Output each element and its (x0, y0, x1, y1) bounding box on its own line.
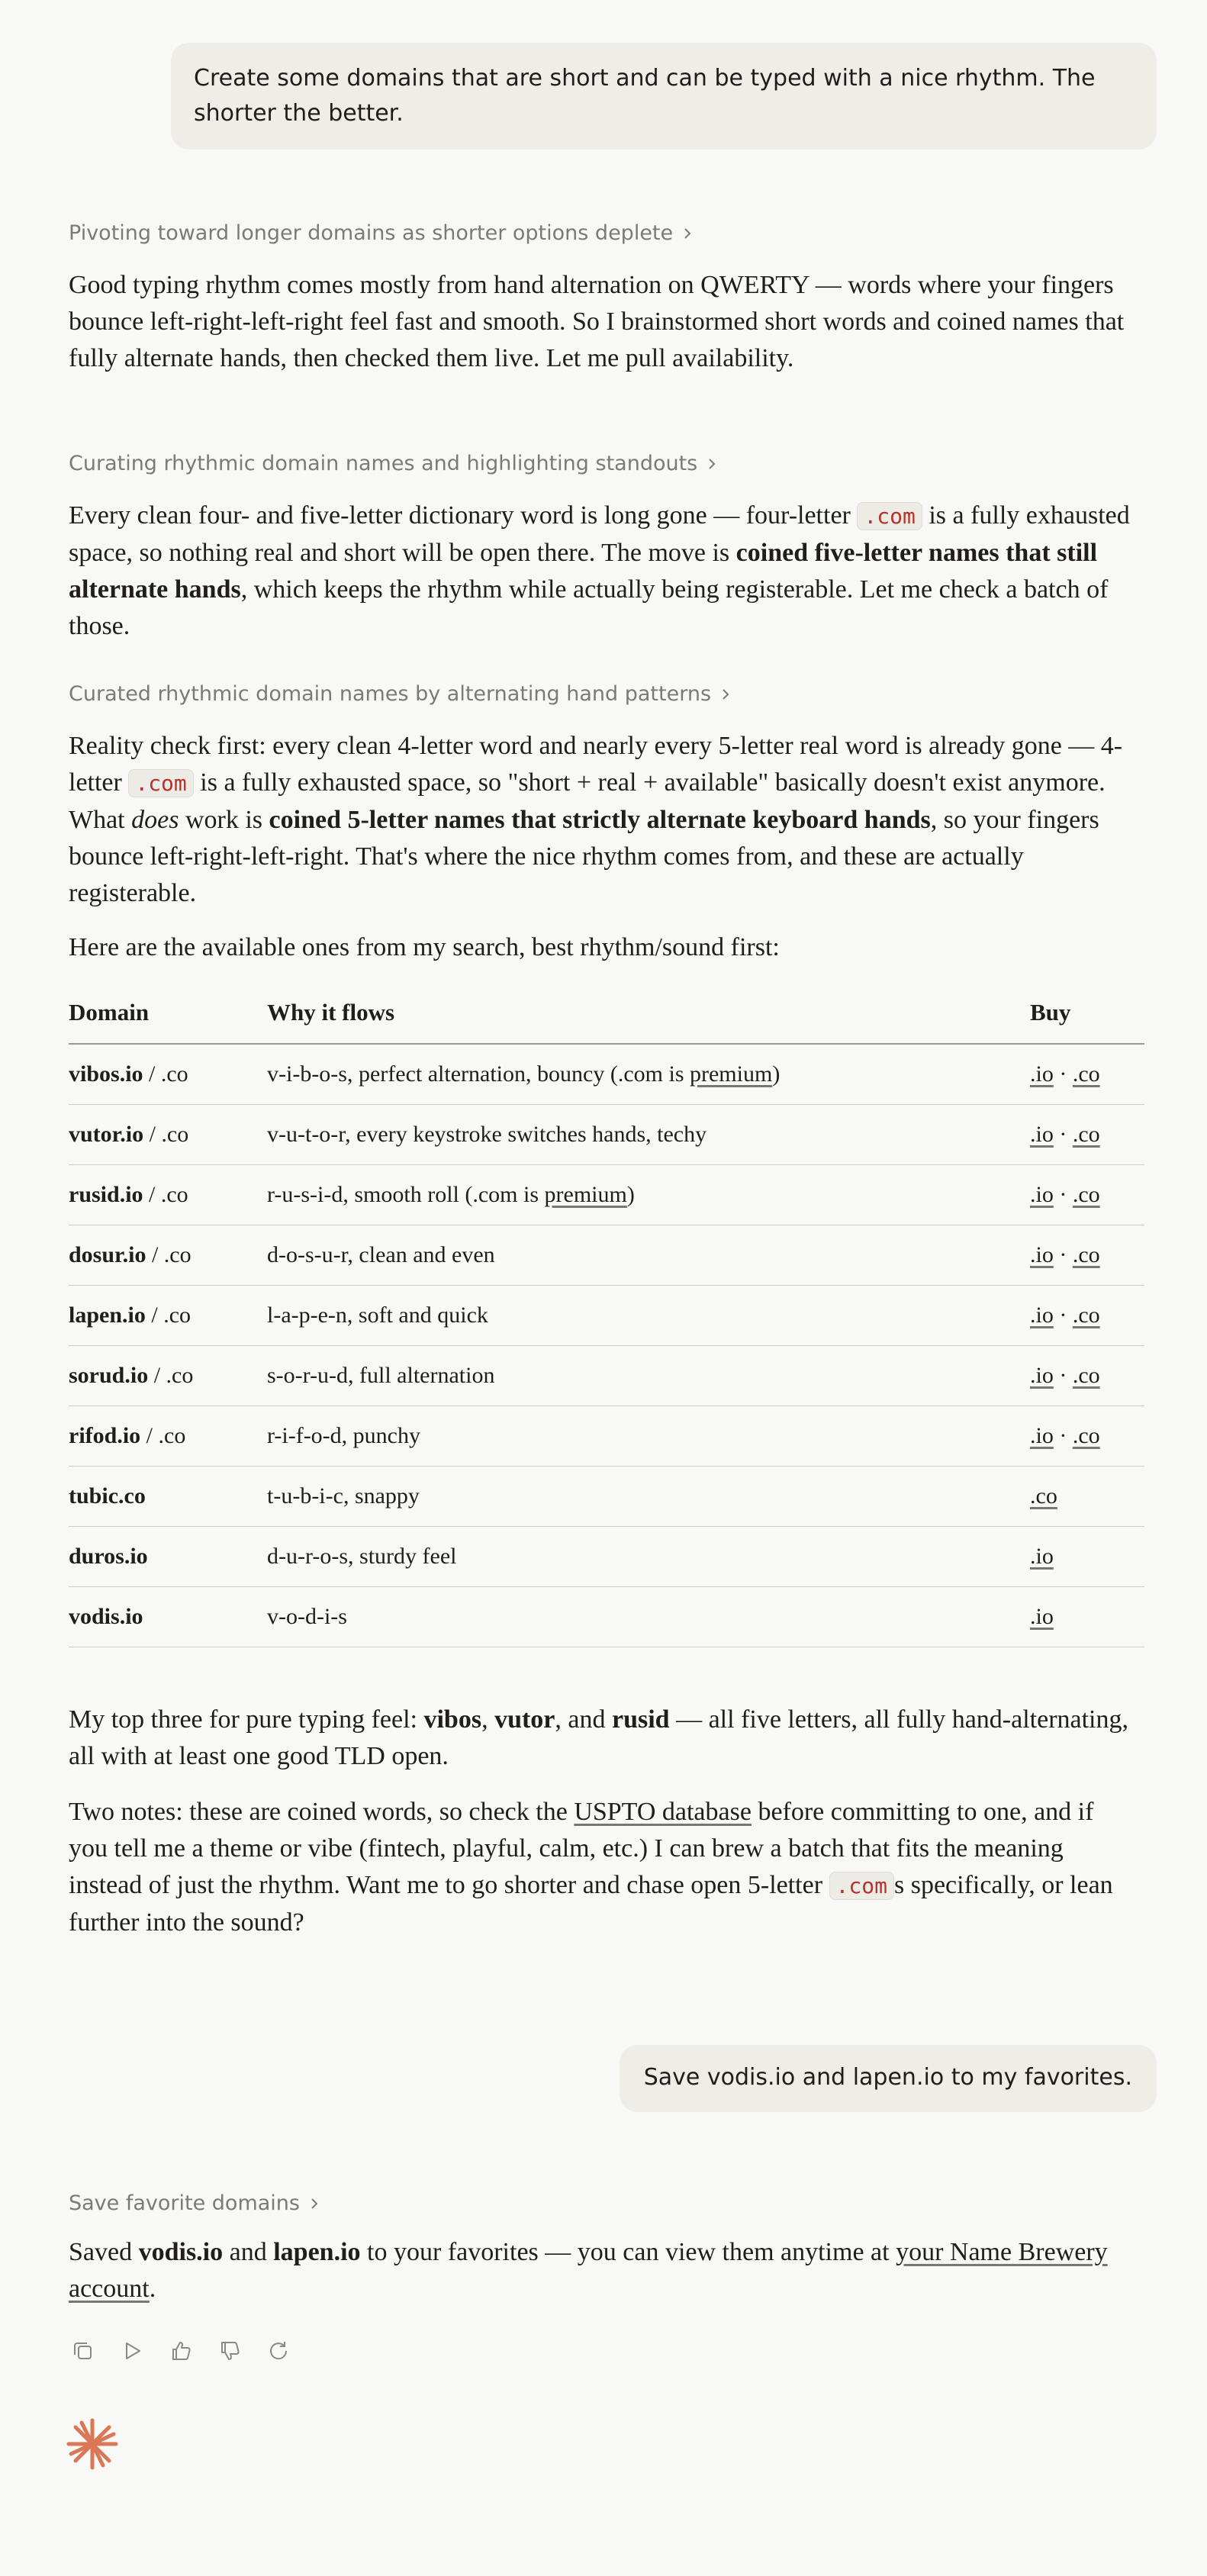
why-text: s-o-r-u-d, full alternation (267, 1362, 495, 1388)
assistant-paragraph: Here are the available ones from my search, best rhythm/sound first: (69, 933, 780, 961)
why-cell (267, 1225, 1030, 1285)
text: , (481, 1705, 495, 1734)
why-cell (267, 1345, 1030, 1406)
text: Saved (69, 2238, 139, 2266)
table-row (69, 1406, 1144, 1466)
domain-alt-tld: / .co (143, 1061, 188, 1087)
buy-cell (1030, 1044, 1144, 1104)
thumbs-down-icon (218, 2339, 241, 2362)
domain-alt-tld: / .co (146, 1241, 192, 1267)
domain-cell (69, 1526, 267, 1586)
text: and (223, 2238, 274, 2266)
user-message-text: Create some domains that are short and can be typed with a nice rhythm. The shorter the better. (194, 65, 1096, 127)
user-message-bubble (171, 43, 1157, 150)
buy-separator: · (1053, 1061, 1073, 1087)
chevron-right-icon (706, 459, 717, 469)
buy-link[interactable]: .io (1030, 1543, 1054, 1569)
text: Two notes: these are coined words, so check the (69, 1798, 575, 1826)
claude-logo-icon (66, 2417, 119, 2471)
domain-name: vodis.io (69, 1603, 143, 1629)
domain-name: lapen.io (69, 1302, 146, 1328)
buy-link[interactable]: .co (1030, 1483, 1057, 1509)
text: before committing to one, and if you tell me a theme or vibe (fintech, playful, calm, etc.) I can brew a batch that fits the meaning instead of just the rhythm. Want me to go shorter and chase open 5-letter (69, 1798, 1094, 1899)
inline-code: .com (829, 1872, 894, 1900)
premium-link[interactable]: premium (690, 1061, 773, 1087)
chevron-right-icon (720, 689, 731, 700)
why-cell (267, 1406, 1030, 1466)
assistant-paragraph (69, 497, 1137, 645)
text: Every clean four- and five-letter dictionary word is long gone — four-letter (69, 501, 858, 530)
why-end: ) (772, 1061, 781, 1087)
buy-link[interactable]: .io (1030, 1302, 1054, 1328)
text: Reality check first: every clean 4-letter word and nearly every 5-letter real word is already gone — 4-letter (69, 732, 1123, 797)
why-text: l-a-p-e-n, soft and quick (267, 1302, 488, 1328)
table-row (69, 1104, 1144, 1164)
assistant-paragraph (69, 728, 1137, 912)
table-row (69, 1044, 1144, 1104)
thumbs-up-icon (169, 2339, 192, 2362)
uspto-link[interactable]: USPTO database (574, 1798, 752, 1826)
bold-text: vibos (423, 1705, 482, 1734)
buy-cell (1030, 1285, 1144, 1345)
domain-cell (69, 1164, 267, 1225)
domain-cell (69, 1044, 267, 1104)
buy-separator: · (1053, 1302, 1073, 1328)
message-actions (69, 2336, 293, 2365)
retry-icon (267, 2339, 290, 2362)
buy-cell (1030, 1466, 1144, 1526)
domain-cell (69, 1406, 267, 1466)
text: , so your fingers bounce left-right-left-right. That's where the nice rhythm comes from, and these are actually registerable. (69, 806, 1099, 907)
thinking-summary-toggle[interactable] (69, 221, 693, 245)
table-row (69, 1345, 1144, 1406)
thumbs-up-button[interactable] (166, 2336, 195, 2365)
domain-name: vutor.io (69, 1121, 144, 1147)
thinking-summary-toggle[interactable] (69, 2191, 320, 2215)
buy-link[interactable]: .co (1072, 1302, 1100, 1328)
copy-icon (72, 2339, 95, 2362)
text: , which keeps the rhythm while actually being registerable. Let me check a batch of those. (69, 575, 1109, 640)
buy-link[interactable]: .io (1030, 1121, 1054, 1147)
domain-name: rifod.io (69, 1422, 141, 1448)
table-header-row (69, 981, 1144, 1044)
thinking-summary-label: Save favorite domains (69, 2191, 300, 2215)
why-text: v-u-t-o-r, every keystroke switches hands, techy (267, 1121, 707, 1147)
account-link[interactable]: your Name Brewery account (69, 2238, 1108, 2303)
text: . (149, 2275, 156, 2303)
chevron-right-icon (309, 2198, 320, 2209)
thinking-summary-toggle[interactable] (69, 682, 731, 706)
domain-name: dosur.io (69, 1241, 146, 1267)
buy-cell (1030, 1104, 1144, 1164)
domain-name: rusid.io (69, 1181, 143, 1207)
why-end: ) (626, 1181, 635, 1207)
thumbs-down-button[interactable] (215, 2336, 244, 2365)
buy-link[interactable]: .io (1030, 1061, 1054, 1087)
bold-text: vutor (494, 1705, 555, 1734)
why-text: d-u-r-o-s, sturdy feel (267, 1543, 457, 1569)
assistant-paragraph (69, 1794, 1137, 1941)
domain-name: vibos.io (69, 1061, 143, 1087)
buy-link[interactable]: .co (1072, 1121, 1100, 1147)
domain-cell (69, 1586, 267, 1647)
domain-alt-tld: / .co (143, 1121, 189, 1147)
premium-link[interactable]: premium (544, 1181, 627, 1207)
why-cell (267, 1586, 1030, 1647)
why-text: r-u-s-i-d, smooth roll ( (267, 1181, 473, 1207)
domain-cell (69, 1345, 267, 1406)
buy-cell (1030, 1526, 1144, 1586)
why-text: r-i-f-o-d, punchy (267, 1422, 420, 1448)
text: work is (179, 806, 269, 834)
why-text: v-o-d-i-s (267, 1603, 347, 1629)
italic-text: does (131, 806, 179, 834)
bold-text: coined five-letter names that still alternate hands (69, 539, 1098, 604)
play-icon (121, 2339, 143, 2362)
why-cell (267, 1526, 1030, 1586)
text: , and (555, 1705, 612, 1734)
text: is a fully exhausted space, so "short + real + available" basically doesn't exist anymore. What (69, 768, 1106, 834)
domain-cell (69, 1285, 267, 1345)
bold-text: vodis.io (138, 2238, 224, 2266)
domain-cell (69, 1104, 267, 1164)
text: to your favorites — you can view them anytime at (360, 2238, 896, 2266)
bold-text: rusid (612, 1705, 670, 1734)
text: s specifically, or lean further into the sound? (69, 1871, 1113, 1937)
buy-link[interactable]: .co (1072, 1422, 1100, 1448)
why-note: .com is (617, 1061, 690, 1087)
buy-separator: · (1053, 1241, 1073, 1267)
domain-name: sorud.io (69, 1362, 149, 1388)
buy-link[interactable]: .io (1030, 1422, 1054, 1448)
assistant-paragraph: Good typing rhythm comes mostly from hand alternation on QWERTY — words where your fingers bounce left-right-left-right feel fast and smooth. So I brainstormed short words and coined names that fully alternate hands, then checked them live. Let me pull availability. (69, 271, 1125, 372)
why-text: d-o-s-u-r, clean and even (267, 1241, 495, 1267)
bold-text: coined 5-letter names that strictly alternate keyboard hands (269, 806, 931, 834)
buy-link[interactable]: .io (1030, 1241, 1054, 1267)
domain-alt-tld: / .co (148, 1362, 194, 1388)
inline-code: .com (128, 769, 193, 797)
text: is a fully exhausted space, so nothing real and short will be open there. The move is (69, 501, 1130, 567)
table-row (69, 1466, 1144, 1526)
domain-name: duros.io (69, 1543, 148, 1569)
domain-alt-tld: / .co (143, 1181, 188, 1207)
why-cell (267, 1466, 1030, 1526)
retry-button[interactable] (264, 2336, 293, 2365)
buy-cell (1030, 1164, 1144, 1225)
buy-link[interactable]: .co (1072, 1362, 1100, 1388)
why-text: t-u-b-i-c, snappy (267, 1483, 420, 1509)
buy-link[interactable]: .co (1072, 1181, 1100, 1207)
buy-separator: · (1053, 1181, 1073, 1207)
assistant-paragraph (69, 2234, 1137, 2307)
why-text: v-i-b-o-s, perfect alternation, bouncy ( (267, 1061, 618, 1087)
why-cell (267, 1104, 1030, 1164)
column-header-buy: Buy (1030, 981, 1144, 1044)
domain-cell (69, 1225, 267, 1285)
buy-separator: · (1053, 1121, 1073, 1147)
domain-name: tubic.co (69, 1483, 146, 1509)
thinking-summary-label: Curated rhythmic domain names by alternating hand patterns (69, 682, 712, 706)
chevron-right-icon (682, 228, 693, 239)
bold-text: lapen.io (273, 2238, 361, 2266)
assistant-paragraph (69, 1702, 1137, 1775)
thinking-summary-toggle[interactable] (69, 452, 717, 475)
table-row (69, 1285, 1144, 1345)
read-aloud-button[interactable] (117, 2336, 146, 2365)
table-row (69, 1225, 1144, 1285)
domain-alt-tld: / .co (140, 1422, 186, 1448)
user-message-bubble (620, 2045, 1157, 2112)
domains-table (69, 981, 1144, 1647)
buy-link[interactable]: .io (1030, 1603, 1054, 1629)
thinking-summary-label: Pivoting toward longer domains as shorter options deplete (69, 221, 674, 245)
text: My top three for pure typing feel: (69, 1705, 424, 1734)
inline-code: .com (857, 502, 922, 530)
why-note: .com is (472, 1181, 545, 1207)
thinking-summary-label: Curating rhythmic domain names and highlighting standouts (69, 452, 698, 475)
why-cell (267, 1044, 1030, 1104)
buy-cell (1030, 1225, 1144, 1285)
buy-cell (1030, 1586, 1144, 1647)
why-cell (267, 1164, 1030, 1225)
buy-link[interactable]: .co (1072, 1061, 1100, 1087)
buy-link[interactable]: .io (1030, 1362, 1054, 1388)
buy-cell (1030, 1406, 1144, 1466)
buy-separator: · (1053, 1362, 1073, 1388)
domain-cell (69, 1466, 267, 1526)
buy-link[interactable]: .io (1030, 1181, 1054, 1207)
column-header-domain: Domain (69, 981, 267, 1044)
table-row (69, 1526, 1144, 1586)
column-header-why: Why it flows (267, 981, 1030, 1044)
buy-separator: · (1053, 1422, 1073, 1448)
copy-button[interactable] (69, 2336, 98, 2365)
table-row (69, 1164, 1144, 1225)
user-message-text: Save vodis.io and lapen.io to my favorites. (643, 2064, 1132, 2091)
domain-alt-tld: / .co (145, 1302, 192, 1328)
buy-cell (1030, 1345, 1144, 1406)
why-cell (267, 1285, 1030, 1345)
text: — all five letters, all fully hand-alternating, all with at least one good TLD open. (69, 1705, 1129, 1770)
buy-link[interactable]: .co (1072, 1241, 1100, 1267)
table-row (69, 1586, 1144, 1647)
